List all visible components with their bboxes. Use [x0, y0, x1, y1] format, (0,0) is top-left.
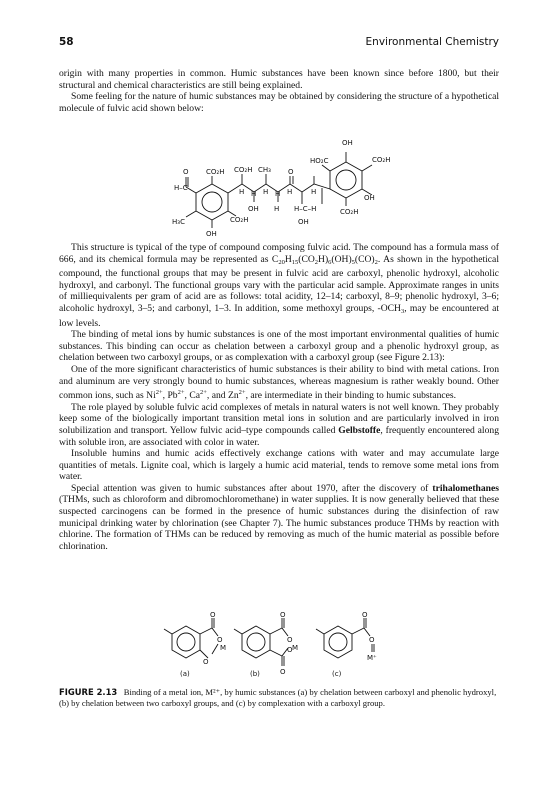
svg-text:H: H	[239, 188, 245, 196]
svg-text:H: H	[251, 190, 257, 198]
svg-text:M: M	[220, 644, 227, 652]
svg-text:H–C–H: H–C–H	[294, 205, 317, 213]
svg-text:CO₂H: CO₂H	[206, 168, 225, 176]
main-text	[59, 242, 499, 552]
svg-text:OH: OH	[298, 218, 309, 226]
paragraph: origin with many properties in common. Humic substances have been known since before 1800, but their structural and chemical characteristics are still being explained.	[59, 68, 499, 91]
paragraph: Special attention was given to humic substances after about 1970, after the discovery of trihalomethanes (THMs, such as chloroform and dibromochloromethane) in water supplies. It is now generally believed that these suspected carcinogens can be formed in the presence of humic substances during the disinfection of raw municipal drinking water by chlorination (see Chapter 7). The humic substances produce THMs by reaction with chlorine. The formation of THMs can be reduced by removing as much of the humic material as possible before chlorination.	[59, 482, 499, 552]
svg-text:O: O	[217, 636, 223, 644]
paragraph: Some feeling for the nature of humic substances may be obtained by considering the structure of a hypothetical molecule of fulvic acid shown below:	[59, 91, 499, 114]
svg-text:CO₂H: CO₂H	[230, 216, 249, 224]
svg-text:H–C: H–C	[174, 184, 188, 192]
figure-label-a: (a)	[180, 670, 190, 678]
svg-text:H: H	[274, 205, 280, 213]
svg-text:O: O	[362, 612, 368, 619]
svg-text:CO₂H: CO₂H	[234, 166, 253, 174]
paragraph: This structure is typical of the type of compound composing fulvic acid. The compound has a formula mass of 666, and its chemical formula may be represented as $C_{20}H_{15}(CO_2H)_6(OH)_5(CO)_2$. As shown in the hypothetical compound, the functional groups that may be present in fulvic acid are carboxyl, phenolic hydroxyl, alcoholic hydroxyl, and carbonyl. The functional groups vary with the particular acid sample. Approximate ranges in units of milliequivalents per gram of acid are as follows: total acidity, 12–14; carboxyl, 8–9; phenolic hydroxyl, 3–6; alcoholic hydroxyl, 3–5; and carbonyl, 1–3. In addition, some methoxyl groups, $-OCH_3$, may be encountered at low levels.	[59, 242, 499, 329]
page-header	[59, 36, 499, 50]
paragraph: The role played by soluble fulvic acid complexes of metals in natural waters is not well known. They probably keep some of the biologically important transition metal ions in solution and are particularly involved in iron solubilization and transport. Yellow fulvic acid–type compounds called Gelbstoffe, frequently encountered along with soluble iron, are associated with color in water.	[59, 401, 499, 448]
svg-text:OH: OH	[364, 194, 375, 202]
svg-text:O: O	[287, 646, 293, 654]
figure-2-13	[158, 612, 400, 678]
svg-text:OH: OH	[248, 205, 259, 213]
svg-text:H: H	[275, 190, 281, 198]
svg-text:O: O	[183, 168, 189, 176]
caption-text: Binding of a metal ion, M²⁺, by humic substances (a) by chelation between carboxyl and phenolic hydroxyl, (b) by chelation between two carboxyl groups, and (c) by complexation with a carboxyl group.	[59, 687, 497, 708]
svg-text:O: O	[210, 612, 216, 619]
paragraph: The binding of metal ions by humic substances is one of the most important environmental qualities of humic substances. This binding can occur as chelation between a carboxyl group and a phenolic hydroxyl group, as chelation between two carboxyl groups, or as complexation with a carboxyl group (see Figure 2.13):	[59, 329, 499, 364]
intro-text	[59, 68, 499, 114]
figure-label-c: (c)	[332, 670, 342, 678]
svg-text:OH: OH	[206, 230, 217, 238]
svg-text:O: O	[280, 668, 286, 676]
svg-text:H: H	[263, 188, 269, 196]
svg-text:CO₂H: CO₂H	[340, 208, 359, 216]
svg-text:O: O	[203, 658, 209, 666]
svg-text:M⁺: M⁺	[367, 654, 377, 662]
svg-text:O: O	[369, 636, 375, 644]
figure-caption	[59, 687, 499, 709]
svg-text:O: O	[288, 168, 294, 176]
svg-text:O: O	[280, 612, 286, 619]
svg-text:O: O	[287, 636, 293, 644]
figure-label-b: (b)	[250, 670, 260, 678]
svg-text:CO₂H: CO₂H	[372, 156, 391, 164]
svg-text:OH: OH	[342, 139, 353, 147]
svg-text:CH₃: CH₃	[258, 166, 271, 174]
svg-text:H: H	[287, 188, 293, 196]
page-number: 58	[59, 36, 74, 48]
left-benzene-ring	[196, 184, 228, 220]
caption-label: FIGURE 2.13	[59, 687, 118, 697]
right-benzene-ring	[330, 162, 362, 198]
svg-text:H: H	[311, 188, 317, 196]
svg-text:H₃C: H₃C	[172, 218, 185, 226]
fulvic-acid-structure	[150, 132, 410, 240]
svg-text:M: M	[292, 644, 299, 652]
paragraph: One of the more significant characteristics of humic substances is their ability to bind with metal cations. Iron and aluminum are very strongly bound to humic substances, whereas magnesium is rather weakly bound. Other common ions, such as $Ni^{2+}$, $Pb^{2+}$, $Ca^{2+}$, and $Zn^{2+}$, are intermediate in their binding to humic substances.	[59, 363, 499, 402]
svg-text:HO₂C: HO₂C	[310, 157, 329, 165]
paragraph: Insoluble humins and humic acids effectively exchange cations with water and may accumulate large quantities of metals. Lignite coal, which is largely a humic acid material, tends to remove some metal ions from water.	[59, 448, 499, 483]
running-title: Environmental Chemistry	[365, 36, 499, 48]
